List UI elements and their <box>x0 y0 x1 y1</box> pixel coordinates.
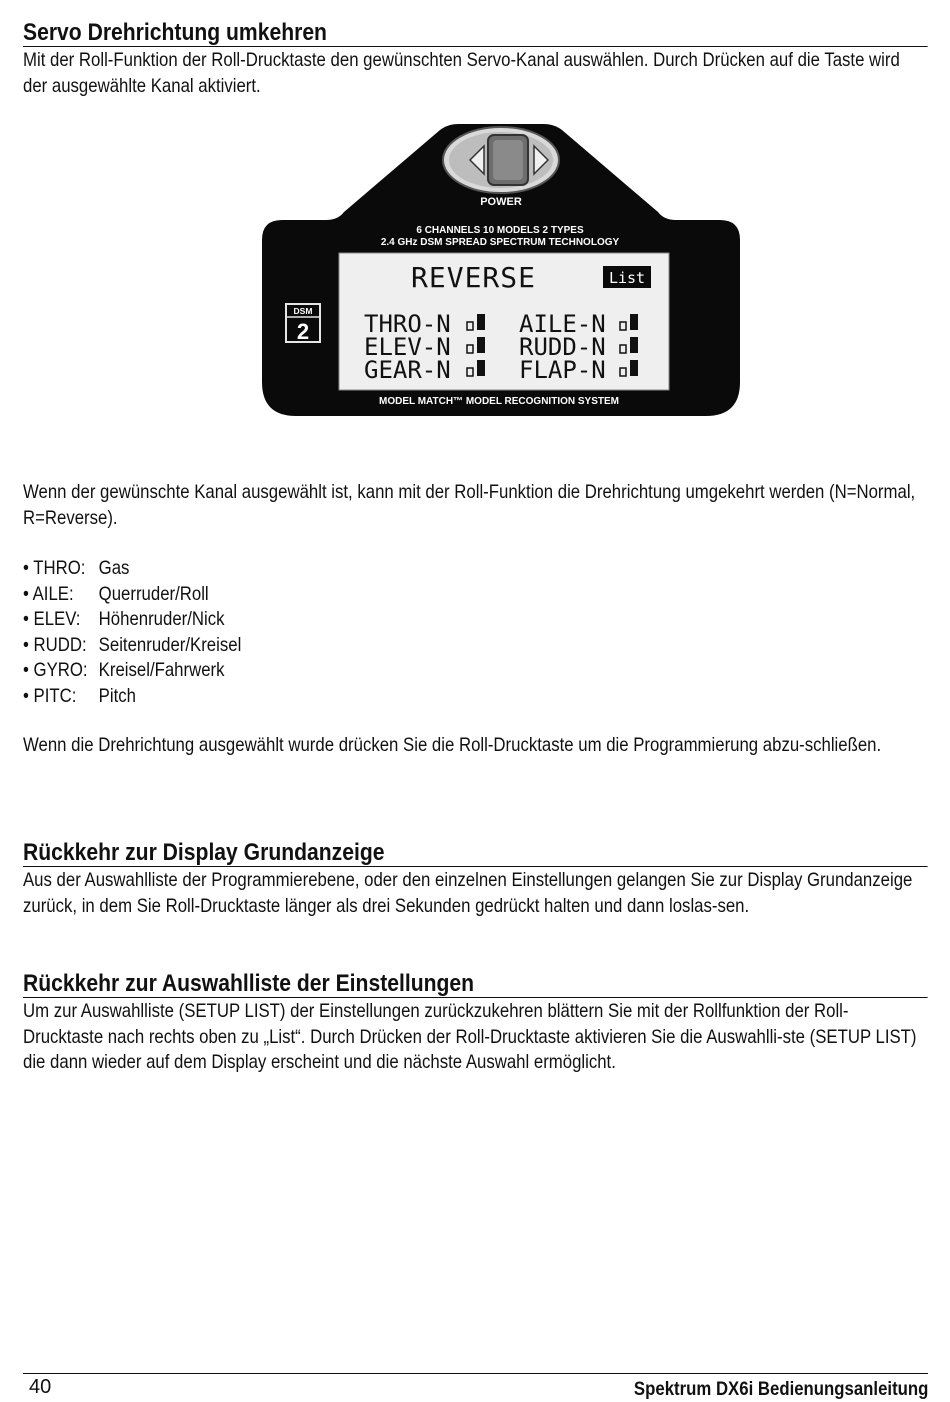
list-item: • THRO: Gas <box>23 557 130 579</box>
spec-line-1: 6 CHANNELS 10 MODELS 2 TYPES <box>416 225 584 236</box>
section-servo-reverse-body <box>23 480 928 759</box>
page-footer <box>23 1373 928 1402</box>
paragraph-direction: Wenn der gewünschte Kanal ausgewählt ist, kann mit der Roll-Funktion die Drehrichtung umgekehrt werden (N=Normal, R=Reverse). <box>23 481 916 529</box>
section-intro: Mit der Roll-Funktion der Roll-Drucktaste den gewünschten Servo-Kanal auswählen. Durch Drücken auf die Taste wird der ausgewählte Kanal aktiviert. <box>23 49 900 97</box>
svg-text:RUDD-N: RUDD-N <box>519 333 606 361</box>
section-body: Um zur Auswahlliste (SETUP LIST) der Einstellungen zurückzukehren blättern Sie mit der Rollfunktion der Roll-Drucktaste nach rechts oben zu „List“. Durch Drücken der Roll-Drucktaste aktivieren Sie die Auswahlli-ste (SETUP LIST) die dann wieder auf dem Display erscheint und die nächste Auswahl ermöglicht. <box>23 1000 917 1073</box>
section-servo-reverse <box>23 20 928 99</box>
section-title: Servo Drehrichtung umkehren <box>23 20 928 47</box>
paragraph-confirm: Wenn die Drehrichtung ausgewählt wurde drücken Sie die Roll-Drucktaste um die Programmierung abzu-schließen. <box>23 734 882 756</box>
list-item: • GYRO: Kreisel/Fahrwerk <box>23 659 225 681</box>
section-body: Aus der Auswahlliste der Programmierebene, oder den einzelnen Einstellungen gelangen Sie zur Display Grundanzeige zurück, in dem Sie Roll-Drucktaste länger als drei Sekunden gedrückt halten und dann loslas-sen. <box>23 869 913 917</box>
spec-line-2: 2.4 GHz DSM SPREAD SPECTRUM TECHNOLOGY <box>380 237 620 248</box>
list-item: • PITC: Pitch <box>23 684 136 707</box>
svg-text:THRO-N: THRO-N <box>364 310 451 338</box>
roll-push-button[interactable] <box>488 135 528 185</box>
document-title: Spektrum DX6i Bedienungsanleitung <box>633 1378 928 1400</box>
model-match-label: MODEL MATCH™ MODEL RECOGNITION SYSTEM <box>378 396 620 407</box>
svg-text:DSM: DSM <box>293 306 313 316</box>
section-title: Rückkehr zur Auswahlliste der Einstellungen <box>23 971 928 998</box>
page-number: 40 <box>29 1376 52 1398</box>
list-item: • AILE: Querruder/Roll <box>23 582 209 605</box>
power-label: POWER <box>480 196 522 208</box>
screen-title: REVERSE <box>411 261 537 294</box>
section-return-setup-list <box>23 971 928 1076</box>
dsm2-logo <box>286 304 320 344</box>
svg-text:2: 2 <box>296 319 310 344</box>
svg-text:List: List <box>608 269 646 287</box>
section-return-home <box>23 840 928 919</box>
svg-text:ELEV-N: ELEV-N <box>364 333 451 361</box>
channel-legend-list <box>23 556 801 709</box>
list-button[interactable] <box>603 266 651 288</box>
list-item: • ELEV: Höhenruder/Nick <box>23 608 225 630</box>
svg-text:FLAP-N: FLAP-N <box>519 356 606 384</box>
list-item: • RUDD: Seitenruder/Kreisel <box>23 633 242 656</box>
svg-text:AILE-N: AILE-N <box>519 310 606 338</box>
section-title: Rückkehr zur Display Grundanzeige <box>23 840 928 867</box>
transmitter-display-illustration <box>258 120 744 420</box>
svg-text:GEAR-N: GEAR-N <box>364 356 451 384</box>
